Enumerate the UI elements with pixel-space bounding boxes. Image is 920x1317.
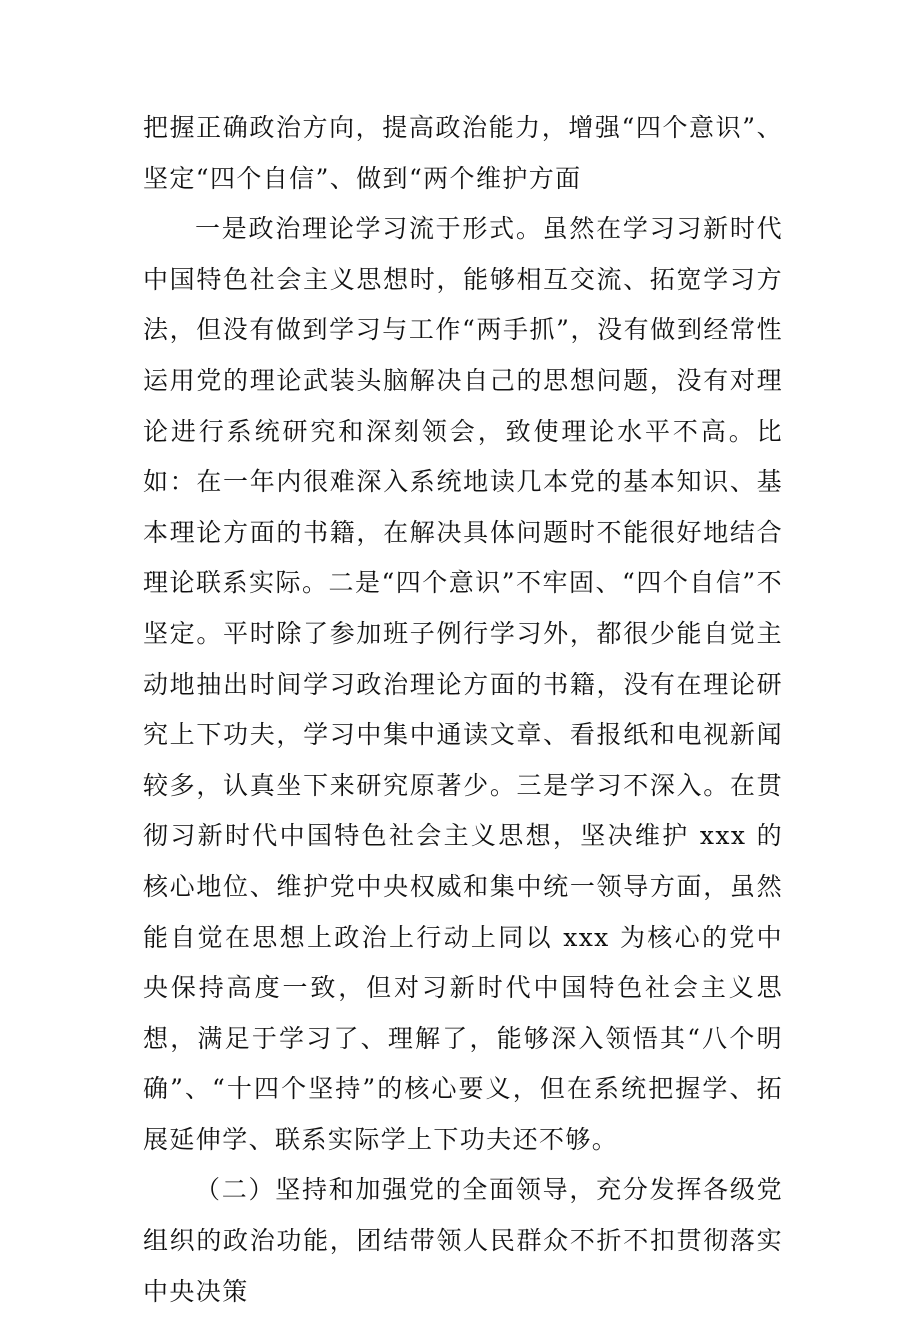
paragraph-section-heading: （二）坚持和加强党的全面领导，充分发挥各级党组织的政治功能，团结带领人民群众不折不扣贯彻落实中央决策 (143, 1175, 783, 1306)
paragraph-heading-continuation: 把握正确政治方向，提高政治能力，增强“四个意识”、坚定“四个自信”、做到“两个维护方面 (143, 113, 783, 193)
document-body (143, 103, 783, 1317)
paragraph-body: 一是政治理论学习流于形式。虽然在学习习新时代中国特色社会主义思想时，能够相互交流、拓宽学习方法，但没有做到学习与工作“两手抓”，没有做到经常性运用党的理论武装头脑解决自己的思想问题，没有对理论进行系统研究和深刻领会，致使理论水平不高。比如：在一年内很难深入系统地读几本党的基本知识、基本理论方面的书籍，在解决具体问题时不能很好地结合理论联系实际。二是“四个意识”不牢固、“四个自信”不坚定。平时除了参加班子例行学习外，都很少能自觉主动地抽出时间学习政治理论方面的书籍，没有在理论研究上下功夫，学习中集中通读文章、看报纸和电视新闻较多，认真坐下来研究原著少。三是学习不深入。在贯彻习新时代中国特色社会主义思想，坚决维护 xxx 的核心地位、维护党中央权威和集中统一领导方面，虽然能自觉在思想上政治上行动上同以 xxx 为核心的党中央保持高度一致，但对习新时代中国特色社会主义思想，满足于学习了、理解了，能够深入领悟其“八个明确”、“十四个坚持”的核心要义，但在系统把握学、拓展延伸学、联系实际学上下功夫还不够。 (143, 214, 783, 1154)
